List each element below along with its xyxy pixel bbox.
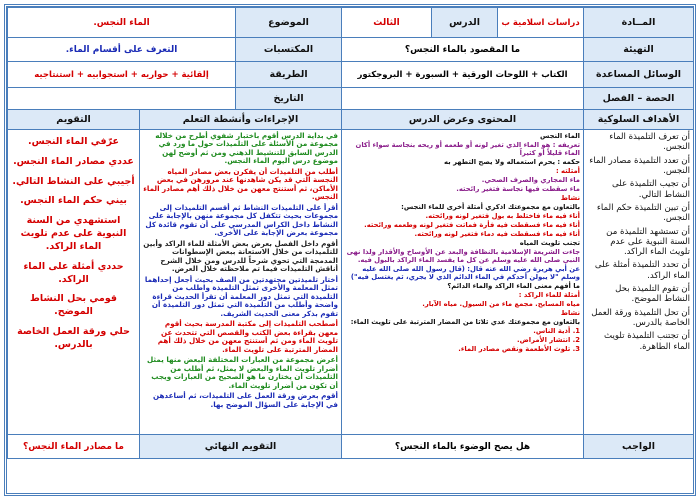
content-line: الماء النجس [540,132,581,140]
content-header: المحتوى وعرض الدرس [342,110,584,130]
class-label: الحصة – الفصل [584,88,694,110]
content-line: عن أبي هريرة رضي الله عنه قال: (قال رسول الله صلى الله عليه وسلم "لا يبولن أحدكم في الماء الدائم الذي لا يجري، ثم يغتسل فيه") [350,265,581,282]
goal-item: أن تعدد التلميذة مصادر الماء النجس. [589,155,691,176]
date-label: التاريخ [236,88,342,110]
content-line: بالتعاون مع مجموعتك اذكري أمثلة أخرى للماء النجس: [401,203,581,212]
content-line: أمثلة للماء الراكد : [518,291,581,300]
goal-item: أن تحدد التلميذة أمثلة على الماء الراكد. [594,260,691,281]
goal-item: أن تجيب التلميذة على النشاط التالي. [611,179,691,200]
date-value [8,88,236,110]
evaluation-item: استشهدي من السنة النبوية على عدم تلويث الماء الراكد. [20,215,127,252]
activity-item: أقوم داخل الفصل بعرض بعض الأمثلة للماء الراكد وأبين للتلميذات من خلال الاستعانة ببعض الإسطوانات المدمجة التي تحوي شرحاً للدرس ومن خلال الشرح أناقش التلميذات فيما تم ملاحظته خلال العرض. [143,238,339,274]
lesson-plan-sheet [4,4,696,496]
goal-item: أن تجتنب التلميذة تلويث الماء الطاهرة. [604,331,691,352]
content-line: ما أفهم معنى الماء الراكد والماء الدائم؟ [447,282,581,291]
content-line: نشاط [560,194,581,203]
evaluation-item: حددي أمثلة على الماء الراكد. [23,260,124,285]
content-line: بالتعاون مع مجموعتك عدي ثلاثا من المضار المترتبة على تلويث الماء: [350,318,581,327]
activities-cell [140,130,342,435]
aids-label: الوسائل المساعدة [584,62,694,88]
activity-item: أصطحب التلميذات إلى مكتبة المدرسة بحيث أقوم معهن بقراءة بعض الكتب والقصص التي تتحدث عن تلويث الماء ومن ثم أستنتج معهن من خلال ذلك أهم المضار المترتبة على تلويث الماء. [157,319,339,354]
activity-item: أقوم بعرض ورقة العمل على التلميذات، ثم أساعدهن في الإجابة على السؤال الموضح بها. [152,391,339,409]
content-line: 2. انتشار الأمراض. [517,336,581,345]
evaluation-item: عرّفي الماء النجس. [27,136,120,147]
content-line: 1. أذية الناس. [533,327,581,336]
lesson-label: الدرس [432,8,498,38]
subject-label: المــادة [584,8,694,38]
goal-item: أن تبين التلميذة حكم الماء النجس. [596,202,691,224]
body-row [8,130,694,435]
final-eval-value: ما مصادر الماء النجس؟ [8,435,140,459]
goal-item: أن تقوم التلميذة بحل النشاط الموضح. [615,284,691,305]
class-row [8,88,694,110]
content-line: نشاط [560,309,581,318]
content-cell [342,130,584,435]
activity-item: أعرض مجموعة من العبارات المختلفة البعض منها يمثل أضرار تلويث الماء والبعض لا يمثل، ثم أطلب من التلميذات أن يختارن ما هو الصحيح من العبارات ويجب أن تكون من أضرار تلويث الماء. [146,355,339,390]
evaluation-item: حلي ورقة العمل الخاصة بالدرس. [17,325,130,350]
content-line: ماء سقطت فيها نجاسة فتغير رائحته. [456,185,581,194]
header-row [8,8,694,38]
activities-header: الإجراءات وأنشطة التعلم [140,110,342,130]
content-line: أناء فيه ماء فسقطت فيه دماء فتغير لونه ورائحته. [414,230,581,239]
lesson-value: الثالث [342,8,432,38]
footer-row [8,435,694,459]
aids-value: الكتاب + اللوحات الورقية + السبورة + البروجكتور [342,62,584,88]
final-eval-label: التقويم النهائي [140,435,342,459]
content-line: ماء المجاري والصرف الصحي. [481,176,581,185]
content-line: تعريفه : هو الماء الذي تغير لونه أو طعمه أو ريحه بنجاسة سواء أكان الماء قليلاً أو كثيراً [355,141,581,158]
content-line: 3. تلوث الأطعمة ونقص مصادر الماء. [458,345,581,354]
lesson-plan-table [7,7,694,459]
aids-row [8,62,694,88]
evaluation-item: عددي مصادر الماء النجس. [13,155,134,167]
goal-item: أن تستشهد التلميذة من السنة النبوية على عدم تلويث الماء الراكد. [606,226,691,258]
subject-value: دراسات اسلامية ب [498,8,584,38]
content-line: أمثلته : [555,167,581,176]
content-line: جاءت الشريعة الإسلامية بالنظافة والبعد عن الأوساخ والأقذار ولذا نهى النبي صلى الله عليه وسلم عن كل ما يفسد الماء الراكد بالبول فيه. [346,248,581,265]
evaluation-item: بيني حكم الماء النجس. [20,195,127,207]
activity-item: أختار تلميذتين مجتهدتين من الصف بحيث أجعل إحداهما تمثل المعلمة والأخرى تمثل التلميذة واطلب من التلميذة التي تمثل دور المعلمة أن تقرأ الحديث قراءة واضحة وأطلب من التلميذة التي تمثل دور التلميذة أن تقوم بذكر معنى الحديث الشريف. [144,274,339,318]
homework-label: الواجب [584,435,694,459]
homework-value: هل يصح الوضوء بالماء النجس؟ [342,435,584,459]
activity-item: أطلب من التلميذات أن يفكرن بعض مصادر المياه النجسة التي قد يكن شاهدنها عند مرورهن في بعض الأماكن، ثم أستنتج معهن من خلال ذلك أهم مصادر الماء النجس. [143,166,339,202]
goal-item: أن تحل التلميذة ورقة العمل الخاصة بالدرس. [591,307,691,328]
activity-item: في بداية الدرس أقوم باختبار شفوي أطرح من خلاله مجموعة من الأسئلة على التلميذات حول ما ورد في الدرس السابق للتنشيط الذهني ومن ثم أوضح لهن موضوع درس اليوم الماء النجس. [155,131,339,166]
content-line: مياه المسابح. مجمع ماء من السيول. مياه الآبار. [422,300,581,309]
intro-label: التهيئة [584,38,694,62]
goals-cell [584,130,694,435]
topic-value: الماء النجس. [8,8,236,38]
intro-value: ما المقصود بالماء النجس؟ [342,38,584,62]
content-line: أناء فيه ماء فسقطت فيه فأرة فماتت فتغير لونه وطعمه ورائحته. [364,221,581,230]
content-line: تجنب تلويث المياه [519,239,581,248]
topic-label: الموضوع [236,8,342,38]
activity-item: أقرأ على التلميذات النشاط ثم أقسم التلميذات إلى مجموعات بحيث تتكفل كل مجموعة منهن بالإجابة على النشاط داخل الكراس المدرسي على أن تقوم قائدة كل مجموعة بعرض الإجابة على الأخرى. [145,202,339,238]
skills-value: التعرف على أقسام الماء. [8,38,236,62]
content-line: حكمه : يحرم استعماله ولا يصح التطهر به [444,158,581,167]
goal-item: أن تعرف التلميذة الماء النجس. [609,132,691,153]
content-line: أناء فيه ماء فاختلط به بول فتغير لونه ورائحته. [425,212,581,221]
class-value [342,88,584,110]
method-label: الطريقة [236,62,342,88]
intro-row [8,38,694,62]
skills-label: المكتسبات [236,38,342,62]
evaluation-item: أجيبي على النشاط التالي. [12,175,135,187]
goals-header: الأهداف السلوكية [584,110,694,130]
evaluation-item: قومي بحل النشاط الموضح. [30,293,117,318]
evaluation-cell [8,130,140,435]
evaluation-header: التقويم [8,110,140,130]
method-value: إلقائية + حواريه + استجوابيه + استنتاجيه [8,62,236,88]
columns-header-row [8,110,694,130]
